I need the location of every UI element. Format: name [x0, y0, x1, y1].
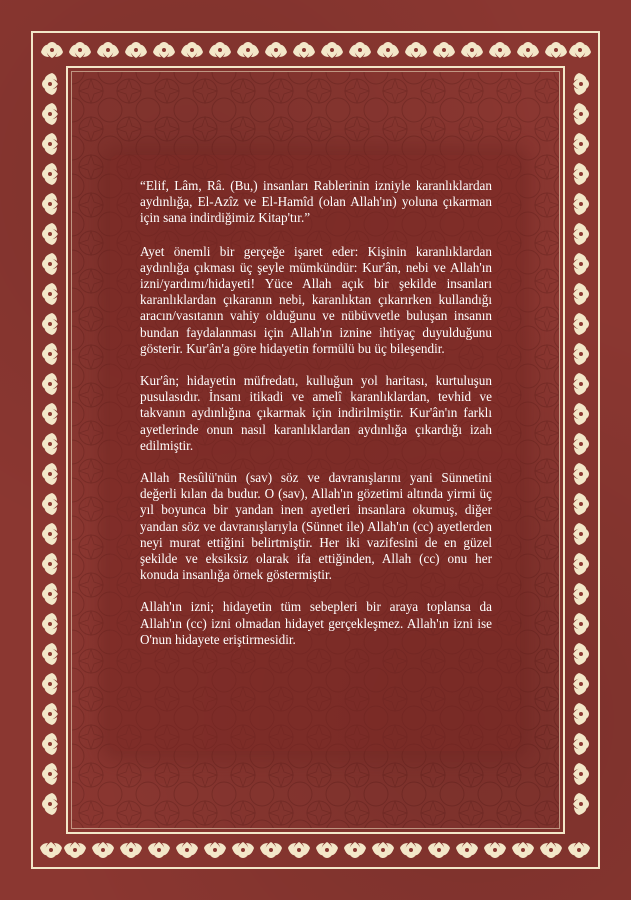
paragraph-2: Kur'ân; hidayetin müfredatı, kulluğun yol haritası, kurtuluşun pusulasıdır. İnsanı itikadi ve amelî karanlıklardan, tevhid ve takvanın aydınlığına çıkarmak için indirilmiştir. Kur'ân'ın farklı ayetlerinde onun nasıl karanlıklardan aydınlığa çıkardığı izah edilmiştir. [140, 373, 492, 453]
paragraph-3: Allah Resûlü'nün (sav) söz ve davranışlarını yani Sünnetini değerli kılan da budur. O (sav), Allah'ın gözetimi altında yirmi üç yıl boyunca bir yandan inen ayetleri insanlara okumuş, diğer yandan söz ve davranışlarıyla (Sünnet ile) Allah'ın (cc) ayetlerden neyi murat ettiğini belirtmiştir. Her iki vazifesini de en güzel şekilde ve eksiksiz olarak ifa ettiğinden, Allah (cc) onu her konuda insanlığa örnek göstermiştir. [140, 470, 492, 583]
paragraph-1: Ayet önemli bir gerçeğe işaret eder: Kişinin karanlıklardan aydınlığa çıkması üç şeyle mümkündür: Kur'ân, nebi ve Allah'ın izni/yardımı/hidayeti! Yüce Allah açık bir şekilde insanları karanlıklardan çıkaranın nebi, karanlıktan çıkarırken kullandığı aracın/vasıtanın vahiy olduğunu ve nübüvvetle buluşan insanın bundan faydalanması için Allah'ın iznine ihtiyaç duyulduğunu gösterir. Kur'ân'a göre hidayetin formülü bu üç bileşendir. [140, 243, 492, 356]
paragraph-4: Allah'ın izni; hidayetin tüm sebepleri bir araya toplansa da Allah'ın (cc) izni olmadan hidayet gerçekleşmez. Allah'ın izni ise O'nun hidayete eriştirmesidir. [140, 599, 492, 647]
article-body [140, 178, 492, 664]
verse-quote: “Elif, Lâm, Râ. (Bu,) insanları Rablerinin izniyle karanlıklardan aydınlığa, El-Azîz ve El-Hamîd (olan Allah'ın) yoluna çıkarman için sana indirdiğimiz Kitap'tır.” [140, 178, 492, 226]
